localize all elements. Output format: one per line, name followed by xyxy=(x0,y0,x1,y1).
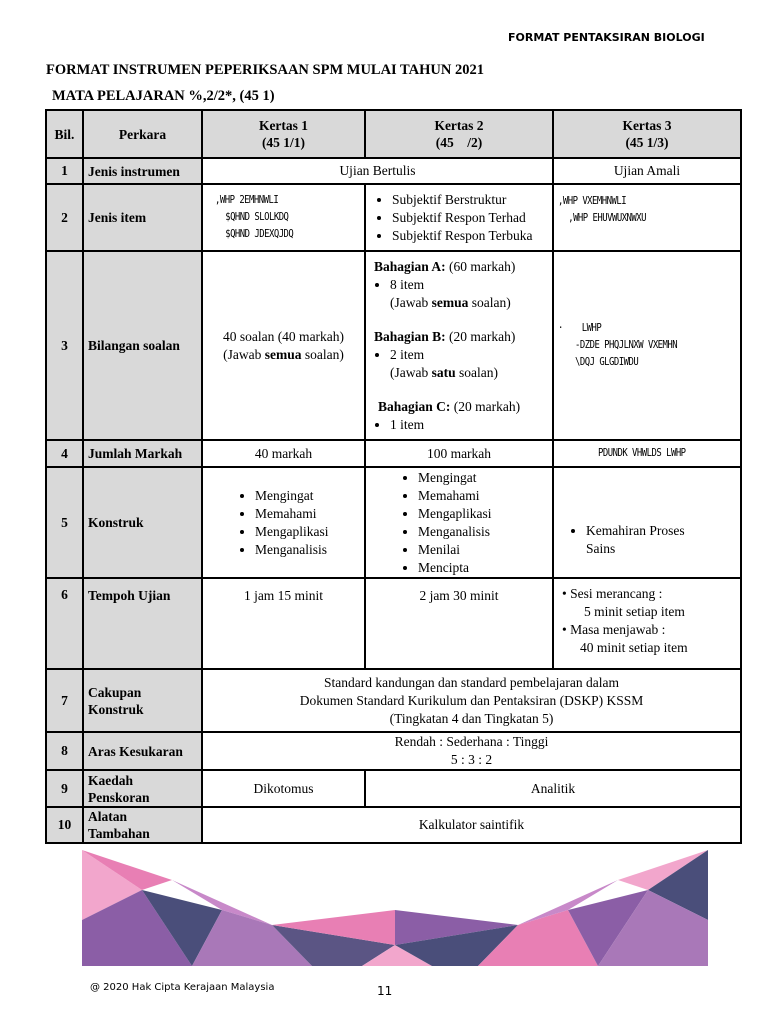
table-row xyxy=(46,732,741,770)
cell-k23: Analitik xyxy=(365,770,741,807)
cell-k1: ,WHP 2EMHNWLI $QHND SLOLKDQ $QHND JDEXQJDQ xyxy=(202,184,365,251)
table-row xyxy=(46,440,741,467)
cell-k1: 40 markah xyxy=(202,440,365,467)
cell-k3: ,WHP VXEMHNWLI ,WHP EHUVWUXNWXU xyxy=(553,184,741,251)
page-number: 11 xyxy=(377,984,393,998)
row-number: 6 xyxy=(46,578,83,669)
row-label: Kaedah Penskoran xyxy=(83,770,202,807)
cell-k123: Kalkulator saintifik xyxy=(202,807,741,843)
cell-k3: · LWHP -DZDE PHQJLNXW VXEMHN \DQJ GLGDIWDU xyxy=(553,251,741,440)
cell-k1: 40 soalan (40 markah) (Jawab semua soalan) xyxy=(202,251,365,440)
table-row xyxy=(46,770,741,807)
header-kertas1: Kertas 1 (45 1/1) xyxy=(202,110,365,158)
row-number: 8 xyxy=(46,732,83,770)
row-number: 9 xyxy=(46,770,83,807)
cell-k123: Standard kandungan dan standard pembelajaran dalam Dokumen Standard Kurikulum dan Pentaksiran (DSKP) KSSM (Tingkatan 4 dan Tingkatan 5) xyxy=(202,669,741,732)
table-header-row xyxy=(46,110,741,158)
cell-k3: Ujian Amali xyxy=(553,158,741,184)
cell-k1: 1 jam 15 minit xyxy=(202,578,365,669)
format-table xyxy=(45,109,742,844)
row-number: 3 xyxy=(46,251,83,440)
row-label: Alatan Tambahan xyxy=(83,807,202,843)
decorative-banner xyxy=(82,850,708,966)
cell-k2: 100 markah xyxy=(365,440,553,467)
document-title: FORMAT INSTRUMEN PEPERIKSAAN SPM MULAI TAHUN 2021 xyxy=(46,62,484,78)
table-row xyxy=(46,158,741,184)
table-row xyxy=(46,184,741,251)
row-number: 1 xyxy=(46,158,83,184)
table-row xyxy=(46,467,741,578)
cell-k1: • Mengingat • Memahami • Mengaplikasi • Menganalisis xyxy=(202,467,365,578)
header-bil: Bil. xyxy=(46,110,83,158)
header-kertas2: Kertas 2 (45 /2) xyxy=(365,110,553,158)
row-number: 10 xyxy=(46,807,83,843)
header-perkara: Perkara xyxy=(83,110,202,158)
header-kertas3: Kertas 3 (45 1/3) xyxy=(553,110,741,158)
row-label: Bilangan soalan xyxy=(83,251,202,440)
cell-k3: • Sesi merancang : 5 minit setiap item • Masa menjawab : 40 minit setiap item xyxy=(553,578,741,669)
table-row xyxy=(46,578,741,669)
cell-k2: • Mengingat • Memahami • Mengaplikasi • Menganalisis • Menilai • Mencipta xyxy=(365,467,553,578)
cell-k12: Ujian Bertulis xyxy=(202,158,553,184)
cell-k3: PDUNDK VHWLDS LWHP xyxy=(553,440,741,467)
row-label: Jenis item xyxy=(83,184,202,251)
copyright-footer: @ 2020 Hak Cipta Kerajaan Malaysia xyxy=(90,982,275,993)
row-number: 4 xyxy=(46,440,83,467)
running-header: FORMAT PENTAKSIRAN BIOLOGI xyxy=(508,31,705,44)
row-label: Jumlah Markah xyxy=(83,440,202,467)
table-row xyxy=(46,669,741,732)
table-row xyxy=(46,807,741,843)
cell-k3: • Kemahiran Proses Sains xyxy=(553,467,741,578)
subject-title: MATA PELAJARAN %,2/2*, (45 1) xyxy=(52,88,275,104)
row-number: 5 xyxy=(46,467,83,578)
cell-k1: Dikotomus xyxy=(202,770,365,807)
row-number: 7 xyxy=(46,669,83,732)
row-label: Konstruk xyxy=(83,467,202,578)
cell-k2: 2 jam 30 minit xyxy=(365,578,553,669)
cell-k123: Rendah : Sederhana : Tinggi 5 : 3 : 2 xyxy=(202,732,741,770)
row-label: Aras Kesukaran xyxy=(83,732,202,770)
cell-k2: Bahagian A: (60 markah) • 8 item (Jawab semua soalan) Bahagian B: (20 markah) • 2 item (Jawab satu soalan) Bahagian C: (20 markah) • 1 item xyxy=(365,251,553,440)
row-label: Jenis instrumen xyxy=(83,158,202,184)
row-label: Tempoh Ujian xyxy=(83,578,202,669)
row-number: 2 xyxy=(46,184,83,251)
table-row xyxy=(46,251,741,440)
row-label: Cakupan Konstruk xyxy=(83,669,202,732)
cell-k2: • Subjektif Berstruktur • Subjektif Respon Terhad • Subjektif Respon Terbuka xyxy=(365,184,553,251)
